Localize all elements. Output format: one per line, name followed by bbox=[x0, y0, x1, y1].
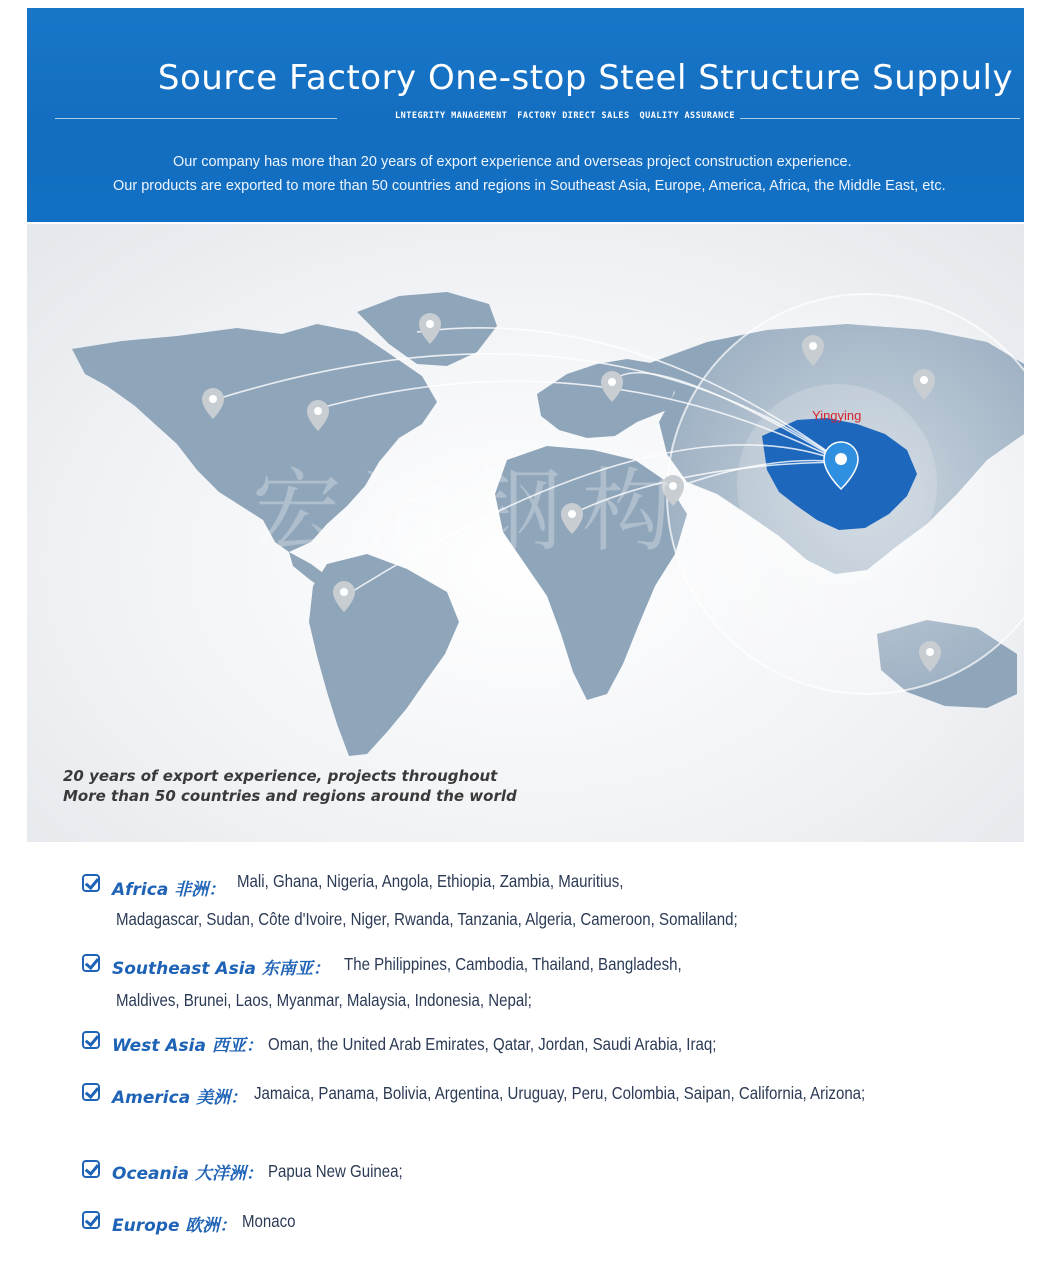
tagline-divider-left bbox=[55, 118, 337, 119]
region-countries: The Philippines, Cambodia, Thailand, Bangladesh, bbox=[344, 954, 682, 974]
checkbox-icon bbox=[82, 874, 100, 892]
tagline-row bbox=[55, 111, 1020, 125]
checkbox-icon bbox=[82, 1211, 100, 1229]
region-name: America 美洲： bbox=[112, 1088, 248, 1108]
region-countries: Oman, the United Arab Emirates, Qatar, Jordan, Saudi Arabia, Iraq; bbox=[268, 1034, 717, 1054]
checkbox-icon bbox=[82, 1160, 100, 1178]
region-countries-continued: Madagascar, Sudan, Côte d'Ivoire, Niger, Rwanda, Tanzania, Algeria, Cameroon, Somaliland; bbox=[116, 909, 738, 929]
region-name: Oceania 大洋洲： bbox=[112, 1164, 263, 1184]
header-banner bbox=[27, 8, 1024, 222]
tagline-factory-direct: FACTORY DIRECT SALES bbox=[517, 111, 630, 121]
region-countries-continued: Maldives, Brunei, Laos, Myanmar, Malaysia, Indonesia, Nepal; bbox=[116, 990, 532, 1010]
region-countries: Monaco bbox=[242, 1211, 296, 1231]
world-map-section bbox=[27, 224, 1024, 842]
tagline-quality: QUALITY ASSURANCE bbox=[639, 111, 735, 121]
south-america-landmass bbox=[309, 554, 459, 756]
description-line-2: Our products are exported to more than 50 countries and regions in Southeast Asia, Europe, America, Africa, the Middle East, etc. bbox=[113, 178, 946, 194]
checkbox-icon bbox=[82, 954, 100, 972]
world-map bbox=[27, 224, 1024, 842]
caption-line-2: More than 50 countries and regions around the world bbox=[63, 787, 517, 805]
region-countries: Jamaica, Panama, Bolivia, Argentina, Uruguay, Peru, Colombia, Saipan, California, Arizona; bbox=[254, 1083, 866, 1103]
city-label: Yingying bbox=[812, 408, 862, 423]
map-caption bbox=[63, 766, 517, 806]
tagline-divider-right bbox=[740, 118, 1020, 119]
region-name: Europe 欧洲： bbox=[112, 1216, 237, 1236]
caption-line-1: 20 years of export experience, projects throughout bbox=[63, 767, 498, 785]
watermark: 宏冶钢构 bbox=[252, 459, 692, 564]
tagline-integrity: LNTEGRITY MANAGEMENT bbox=[395, 111, 508, 121]
region-countries: Mali, Ghana, Nigeria, Angola, Ethiopia, Zambia, Mauritius, bbox=[237, 871, 624, 891]
tagline-group bbox=[395, 111, 735, 121]
region-name: Africa 非洲： bbox=[112, 880, 226, 900]
region-name: West Asia 西亚： bbox=[112, 1036, 263, 1056]
banner-title: Source Factory One-stop Steel Structure Suppuly bbox=[157, 58, 1014, 98]
description-line-1: Our company has more than 20 years of export experience and overseas project construction experience. bbox=[173, 154, 852, 170]
checkbox-icon bbox=[82, 1031, 100, 1049]
region-countries: Papua New Guinea; bbox=[268, 1161, 403, 1181]
checkbox-icon bbox=[82, 1083, 100, 1101]
region-name: Southeast Asia 东南亚： bbox=[112, 959, 330, 979]
